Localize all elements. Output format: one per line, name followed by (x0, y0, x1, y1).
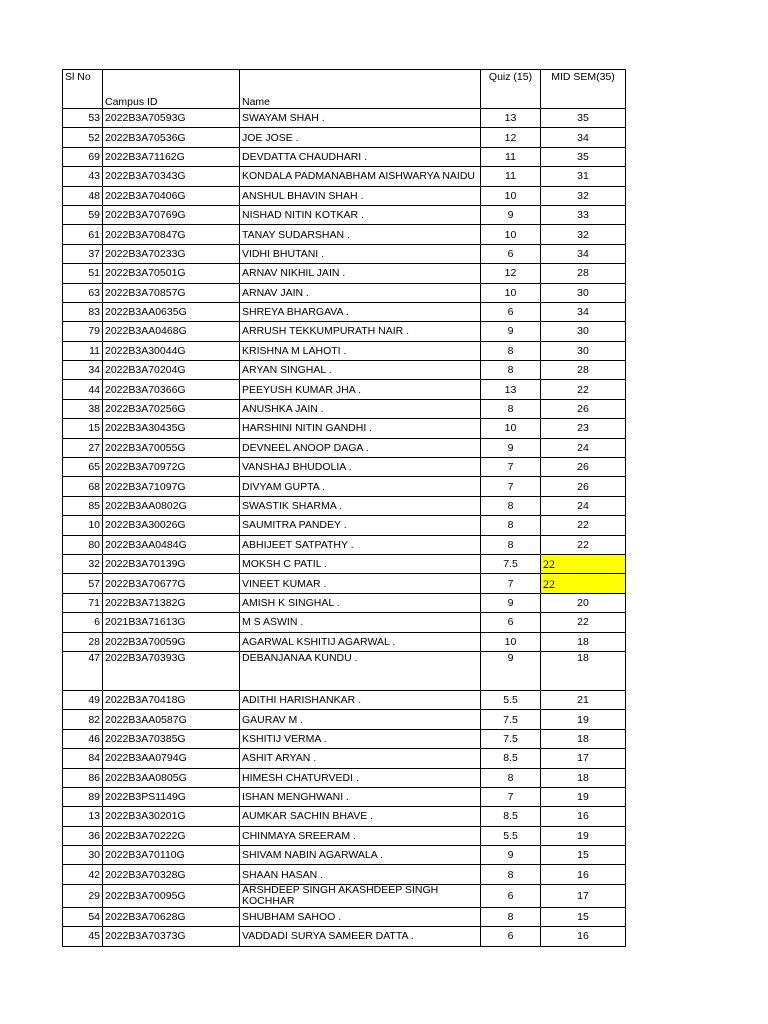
mid-sem-cell[interactable]: 17 (541, 884, 626, 907)
quiz-cell[interactable]: 5.5 (481, 690, 541, 709)
table-row (63, 807, 626, 826)
sl-no-cell[interactable]: 38 (63, 399, 103, 418)
header-name-label: Name (242, 96, 271, 108)
sl-no-cell[interactable]: 28 (63, 632, 103, 651)
name-cell[interactable]: KSHITIJ VERMA . (240, 729, 481, 748)
campus-id-cell[interactable]: 2022B3A70501G (103, 264, 240, 283)
sl-no-cell[interactable]: 84 (63, 749, 103, 768)
campus-id-cell[interactable]: 2022B3AA0635G (103, 302, 240, 321)
sl-no-cell[interactable]: 27 (63, 438, 103, 457)
name-cell[interactable]: ARRUSH TEKKUMPURATH NAIR . (240, 322, 481, 341)
quiz-cell[interactable]: 7 (481, 787, 541, 806)
name-cell[interactable]: KRISHNA M LAHOTI . (240, 341, 481, 360)
quiz-cell[interactable]: 7.5 (481, 729, 541, 748)
name-cell[interactable]: ARYAN SINGHAL . (240, 361, 481, 380)
campus-id-cell[interactable]: 2021B3A71613G (103, 613, 240, 632)
quiz-cell[interactable]: 8 (481, 907, 541, 926)
quiz-cell[interactable]: 6 (481, 884, 541, 907)
campus-id-cell[interactable]: 2022B3A70536G (103, 128, 240, 147)
quiz-cell[interactable]: 6 (481, 302, 541, 321)
name-cell[interactable]: GAURAV M . (240, 710, 481, 729)
quiz-cell[interactable]: 7.5 (481, 710, 541, 729)
sl-no-cell[interactable]: 63 (63, 283, 103, 302)
mid-sem-cell[interactable]: 26 (541, 399, 626, 418)
mid-sem-cell[interactable]: 34 (541, 128, 626, 147)
table-row (63, 907, 626, 926)
quiz-cell[interactable]: 8 (481, 341, 541, 360)
quiz-cell[interactable]: 8 (481, 496, 541, 515)
sl-no-cell[interactable]: 85 (63, 496, 103, 515)
sl-no-cell[interactable]: 71 (63, 593, 103, 612)
sl-no-cell[interactable]: 15 (63, 419, 103, 438)
quiz-cell[interactable]: 13 (481, 109, 541, 128)
campus-id-cell[interactable]: 2022B3A30026G (103, 516, 240, 535)
mid-sem-cell[interactable]: 26 (541, 477, 626, 496)
table-row (63, 128, 626, 147)
sl-no-cell[interactable]: 34 (63, 361, 103, 380)
campus-id-cell[interactable]: 2022B3A30201G (103, 807, 240, 826)
quiz-cell[interactable]: 10 (481, 225, 541, 244)
quiz-cell[interactable]: 10 (481, 419, 541, 438)
table-row (63, 264, 626, 283)
campus-id-cell[interactable]: 2022B3A70095G (103, 884, 240, 907)
table-row (63, 613, 626, 632)
sl-no-cell[interactable]: 48 (63, 186, 103, 205)
table-row (63, 109, 626, 128)
sl-no-cell[interactable]: 83 (63, 302, 103, 321)
campus-id-cell[interactable]: 2022B3A70393G (103, 651, 240, 690)
sl-no-cell[interactable]: 86 (63, 768, 103, 787)
mid-sem-cell[interactable]: 16 (541, 927, 626, 946)
sl-no-cell[interactable]: 79 (63, 322, 103, 341)
campus-id-cell[interactable]: 2022B3AA0484G (103, 535, 240, 554)
name-cell[interactable]: SWAYAM SHAH . (240, 109, 481, 128)
sl-no-cell[interactable]: 10 (63, 516, 103, 535)
sl-no-cell[interactable]: 53 (63, 109, 103, 128)
sl-no-cell[interactable]: 42 (63, 865, 103, 884)
campus-id-cell[interactable]: 2022B3AA0805G (103, 768, 240, 787)
name-cell[interactable]: SAUMITRA PANDEY . (240, 516, 481, 535)
quiz-cell[interactable]: 8 (481, 865, 541, 884)
campus-id-cell[interactable]: 2022B3A70847G (103, 225, 240, 244)
campus-id-cell[interactable]: 2022B3A70972G (103, 458, 240, 477)
mid-sem-cell[interactable]: 31 (541, 167, 626, 186)
mid-sem-cell[interactable]: 24 (541, 496, 626, 515)
sl-no-cell[interactable]: 11 (63, 341, 103, 360)
mid-sem-cell[interactable]: 34 (541, 302, 626, 321)
sl-no-cell[interactable]: 46 (63, 729, 103, 748)
table-row (63, 927, 626, 946)
header-mid-sem[interactable]: MID SEM(35) (541, 70, 626, 109)
name-cell[interactable]: DEVNEEL ANOOP DAGA . (240, 438, 481, 457)
campus-id-cell[interactable]: 2022B3A71097G (103, 477, 240, 496)
name-cell[interactable]: TANAY SUDARSHAN . (240, 225, 481, 244)
table-row (63, 399, 626, 418)
campus-id-cell[interactable]: 2022B3A70628G (103, 907, 240, 926)
campus-id-cell[interactable]: 2022B3AA0802G (103, 496, 240, 515)
table-row (63, 574, 626, 593)
table-row (63, 749, 626, 768)
quiz-cell[interactable]: 6 (481, 927, 541, 946)
table-row (63, 516, 626, 535)
campus-id-cell[interactable]: 2022B3A70373G (103, 927, 240, 946)
quiz-cell[interactable]: 9 (481, 593, 541, 612)
mid-sem-cell[interactable]: 15 (541, 846, 626, 865)
campus-id-cell[interactable]: 2022B3A70110G (103, 846, 240, 865)
sl-no-cell[interactable]: 89 (63, 787, 103, 806)
name-cell[interactable]: SHUBHAM SAHOO . (240, 907, 481, 926)
table-row (63, 729, 626, 748)
table-row (63, 496, 626, 515)
campus-id-cell[interactable]: 2022B3AA0587G (103, 710, 240, 729)
name-cell[interactable]: KONDALA PADMANABHAM AISHWARYA NAIDU (240, 167, 481, 186)
campus-id-cell[interactable]: 2022B3AA0794G (103, 749, 240, 768)
header-campus-id[interactable] (103, 70, 240, 109)
mid-sem-cell[interactable]: 22 (541, 516, 626, 535)
campus-id-cell[interactable]: 2022B3A70059G (103, 632, 240, 651)
quiz-cell[interactable]: 7 (481, 574, 541, 593)
scores-table (62, 69, 626, 947)
quiz-cell[interactable]: 9 (481, 438, 541, 457)
name-cell[interactable]: SWASTIK SHARMA . (240, 496, 481, 515)
table-row (63, 865, 626, 884)
campus-id-cell[interactable]: 2022B3A70328G (103, 865, 240, 884)
table-row (63, 302, 626, 321)
campus-id-cell[interactable]: 2022B3A30435G (103, 419, 240, 438)
name-cell[interactable]: ABHIJEET SATPATHY . (240, 535, 481, 554)
mid-sem-cell[interactable]: 18 (541, 729, 626, 748)
table-row (63, 341, 626, 360)
table-row (63, 322, 626, 341)
campus-id-cell[interactable]: 2022B3A70593G (103, 109, 240, 128)
sl-no-cell[interactable]: 54 (63, 907, 103, 926)
quiz-cell[interactable]: 7 (481, 458, 541, 477)
mid-sem-cell[interactable]: 23 (541, 419, 626, 438)
quiz-cell[interactable]: 5.5 (481, 826, 541, 845)
campus-id-cell[interactable]: 2022B3A70055G (103, 438, 240, 457)
mid-sem-cell[interactable]: 22 (541, 380, 626, 399)
campus-id-cell[interactable]: 2022B3A70139G (103, 554, 240, 573)
name-cell[interactable]: DIVYAM GUPTA . (240, 477, 481, 496)
table-row (63, 205, 626, 224)
header-quiz[interactable]: Quiz (15) (481, 70, 541, 109)
sl-no-cell[interactable]: 51 (63, 264, 103, 283)
campus-id-cell[interactable]: 2022B3A30044G (103, 341, 240, 360)
name-cell[interactable]: VIDHI BHUTANI . (240, 244, 481, 263)
sl-no-cell[interactable]: 36 (63, 826, 103, 845)
sl-no-cell[interactable]: 47 (63, 651, 103, 690)
quiz-cell[interactable]: 9 (481, 846, 541, 865)
mid-sem-cell[interactable]: 24 (541, 438, 626, 457)
header-sl-no[interactable]: Sl No (63, 70, 103, 109)
campus-id-cell[interactable]: 2022B3A70406G (103, 186, 240, 205)
table-row (63, 167, 626, 186)
name-cell[interactable]: AMISH K SINGHAL . (240, 593, 481, 612)
mid-sem-cell[interactable]: 18 (541, 651, 626, 690)
campus-id-cell[interactable]: 2022B3A71382G (103, 593, 240, 612)
table-body (63, 109, 626, 947)
name-cell[interactable]: VANSHAJ BHUDOLIA . (240, 458, 481, 477)
sl-no-cell[interactable]: 57 (63, 574, 103, 593)
mid-sem-cell[interactable]: 26 (541, 458, 626, 477)
campus-id-cell[interactable]: 2022B3A70385G (103, 729, 240, 748)
table-row (63, 244, 626, 263)
name-cell[interactable]: ARNAV JAIN . (240, 283, 481, 302)
mid-sem-cell[interactable]: 22 (541, 535, 626, 554)
name-cell[interactable]: ARSHDEEP SINGH AKASHDEEP SINGH KOCHHAR (240, 884, 481, 907)
campus-id-cell[interactable]: 2022B3PS1149G (103, 787, 240, 806)
header-row (63, 70, 626, 109)
quiz-cell[interactable]: 11 (481, 167, 541, 186)
campus-id-cell[interactable]: 2022B3A70204G (103, 361, 240, 380)
sl-no-cell[interactable]: 82 (63, 710, 103, 729)
table-row (63, 710, 626, 729)
mid-sem-cell[interactable]: 28 (541, 264, 626, 283)
table-row (63, 554, 626, 573)
quiz-cell[interactable]: 9 (481, 322, 541, 341)
table-row (63, 458, 626, 477)
mid-sem-cell[interactable]: 30 (541, 283, 626, 302)
mid-sem-cell[interactable]: 35 (541, 147, 626, 166)
table-row (63, 884, 626, 907)
table-row (63, 361, 626, 380)
table-row (63, 225, 626, 244)
sl-no-cell[interactable]: 69 (63, 147, 103, 166)
quiz-cell[interactable]: 7.5 (481, 554, 541, 573)
campus-id-cell[interactable]: 2022B3A70677G (103, 574, 240, 593)
campus-id-cell[interactable]: 2022B3A70256G (103, 399, 240, 418)
campus-id-cell[interactable]: 2022B3A71162G (103, 147, 240, 166)
table-row (63, 535, 626, 554)
table-row (63, 768, 626, 787)
name-cell[interactable]: AUMKAR SACHIN BHAVE . (240, 807, 481, 826)
header-name[interactable] (240, 70, 481, 109)
mid-sem-cell[interactable]: 19 (541, 826, 626, 845)
table-row (63, 651, 626, 690)
name-cell[interactable]: ARNAV NIKHIL JAIN . (240, 264, 481, 283)
name-cell[interactable]: SHREYA BHARGAVA . (240, 302, 481, 321)
sl-no-cell[interactable]: 29 (63, 884, 103, 907)
table-row (63, 438, 626, 457)
mid-sem-cell[interactable]: 16 (541, 865, 626, 884)
mid-sem-cell[interactable]: 32 (541, 186, 626, 205)
sl-no-cell[interactable]: 68 (63, 477, 103, 496)
name-cell[interactable]: CHINMAYA SREERAM . (240, 826, 481, 845)
table-row (63, 632, 626, 651)
name-cell[interactable]: ANUSHKA JAIN . (240, 399, 481, 418)
table-row (63, 846, 626, 865)
table-row (63, 826, 626, 845)
campus-id-cell[interactable]: 2022B3A70233G (103, 244, 240, 263)
mid-sem-cell[interactable]: 22 (541, 613, 626, 632)
mid-sem-cell[interactable]: 18 (541, 632, 626, 651)
campus-id-cell[interactable]: 2022B3AA0468G (103, 322, 240, 341)
sl-no-cell[interactable]: 45 (63, 927, 103, 946)
table-row (63, 477, 626, 496)
mid-sem-cell[interactable]: 30 (541, 322, 626, 341)
quiz-cell[interactable]: 8 (481, 361, 541, 380)
campus-id-cell[interactable]: 2022B3A70769G (103, 205, 240, 224)
sl-no-cell[interactable]: 80 (63, 535, 103, 554)
sl-no-cell[interactable]: 49 (63, 690, 103, 709)
sl-no-cell[interactable]: 6 (63, 613, 103, 632)
mid-sem-cell[interactable]: 22 (541, 574, 626, 593)
quiz-cell[interactable]: 8 (481, 535, 541, 554)
name-cell[interactable]: VINEET KUMAR . (240, 574, 481, 593)
campus-id-cell[interactable]: 2022B3A70222G (103, 826, 240, 845)
name-cell[interactable]: SHAAN HASAN . (240, 865, 481, 884)
header-campus-id-label: Campus ID (105, 96, 158, 108)
mid-sem-cell[interactable]: 20 (541, 593, 626, 612)
campus-id-cell[interactable]: 2022B3A70343G (103, 167, 240, 186)
quiz-cell[interactable]: 9 (481, 205, 541, 224)
quiz-cell[interactable]: 8 (481, 399, 541, 418)
table-row (63, 186, 626, 205)
name-cell[interactable]: AGARWAL KSHITIJ AGARWAL . (240, 632, 481, 651)
name-cell[interactable]: JOE JOSE . (240, 128, 481, 147)
name-cell[interactable]: HARSHINI NITIN GANDHI . (240, 419, 481, 438)
quiz-cell[interactable]: 6 (481, 244, 541, 263)
mid-sem-cell[interactable]: 15 (541, 907, 626, 926)
mid-sem-cell[interactable]: 33 (541, 205, 626, 224)
quiz-cell[interactable]: 8.5 (481, 749, 541, 768)
name-cell[interactable]: HIMESH CHATURVEDI . (240, 768, 481, 787)
quiz-cell[interactable]: 8.5 (481, 807, 541, 826)
mid-sem-cell[interactable]: 19 (541, 710, 626, 729)
campus-id-cell[interactable]: 2022B3A70418G (103, 690, 240, 709)
mid-sem-cell[interactable]: 16 (541, 807, 626, 826)
name-cell[interactable]: MOKSH C PATIL . (240, 554, 481, 573)
quiz-cell[interactable]: 10 (481, 186, 541, 205)
mid-sem-cell[interactable]: 28 (541, 361, 626, 380)
quiz-cell[interactable]: 6 (481, 613, 541, 632)
sl-no-cell[interactable]: 59 (63, 205, 103, 224)
quiz-cell[interactable]: 11 (481, 147, 541, 166)
sl-no-cell[interactable]: 52 (63, 128, 103, 147)
sl-no-cell[interactable]: 44 (63, 380, 103, 399)
quiz-cell[interactable]: 10 (481, 283, 541, 302)
sl-no-cell[interactable]: 61 (63, 225, 103, 244)
table-row (63, 690, 626, 709)
quiz-cell[interactable]: 8 (481, 768, 541, 787)
name-cell[interactable]: DEBANJANAA KUNDU . (240, 651, 481, 690)
mid-sem-cell[interactable]: 21 (541, 690, 626, 709)
name-cell[interactable]: PEEYUSH KUMAR JHA . (240, 380, 481, 399)
table-row (63, 593, 626, 612)
sl-no-cell[interactable]: 37 (63, 244, 103, 263)
sl-no-cell[interactable]: 65 (63, 458, 103, 477)
name-cell[interactable]: ASHIT ARYAN . (240, 749, 481, 768)
name-cell[interactable]: ADITHI HARISHANKAR . (240, 690, 481, 709)
sl-no-cell[interactable]: 13 (63, 807, 103, 826)
name-cell[interactable]: DEVDATTA CHAUDHARI . (240, 147, 481, 166)
quiz-cell[interactable]: 12 (481, 264, 541, 283)
mid-sem-cell[interactable]: 35 (541, 109, 626, 128)
sl-no-cell[interactable]: 32 (63, 554, 103, 573)
mid-sem-cell[interactable]: 18 (541, 768, 626, 787)
mid-sem-cell[interactable]: 30 (541, 341, 626, 360)
quiz-cell[interactable]: 10 (481, 632, 541, 651)
name-cell[interactable]: VADDADI SURYA SAMEER DATTA . (240, 927, 481, 946)
name-cell[interactable]: ISHAN MENGHWANI . (240, 787, 481, 806)
quiz-cell[interactable]: 13 (481, 380, 541, 399)
table-row (63, 147, 626, 166)
table-row (63, 419, 626, 438)
mid-sem-cell[interactable]: 22 (541, 554, 626, 573)
table-row (63, 787, 626, 806)
quiz-cell[interactable]: 12 (481, 128, 541, 147)
name-cell[interactable]: ANSHUL BHAVIN SHAH . (240, 186, 481, 205)
sl-no-cell[interactable]: 30 (63, 846, 103, 865)
campus-id-cell[interactable]: 2022B3A70857G (103, 283, 240, 302)
sl-no-cell[interactable]: 43 (63, 167, 103, 186)
mid-sem-cell[interactable]: 32 (541, 225, 626, 244)
name-cell[interactable]: NISHAD NITIN KOTKAR . (240, 205, 481, 224)
name-cell[interactable]: M S ASWIN . (240, 613, 481, 632)
name-cell[interactable]: SHIVAM NABIN AGARWALA . (240, 846, 481, 865)
campus-id-cell[interactable]: 2022B3A70366G (103, 380, 240, 399)
table-row (63, 283, 626, 302)
quiz-cell[interactable]: 9 (481, 651, 541, 690)
mid-sem-cell[interactable]: 19 (541, 787, 626, 806)
quiz-cell[interactable]: 7 (481, 477, 541, 496)
mid-sem-cell[interactable]: 17 (541, 749, 626, 768)
quiz-cell[interactable]: 8 (481, 516, 541, 535)
table-row (63, 380, 626, 399)
mid-sem-cell[interactable]: 34 (541, 244, 626, 263)
